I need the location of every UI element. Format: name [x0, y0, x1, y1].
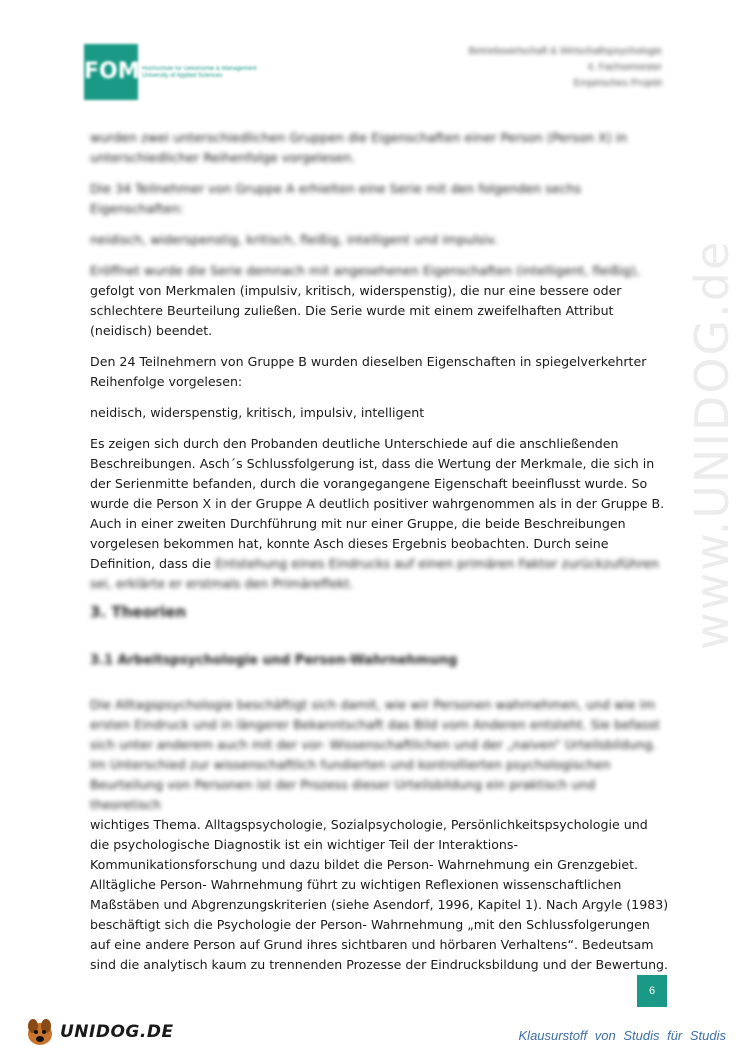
footer-slogan: Klausurstoff von Studis für Studis: [518, 1028, 726, 1043]
paragraph-person-perception-blurred: Die Alltagspsychologie beschäftigt sich damit, wie wir Personen wahrnehmen, und wie im ersten Eindruck und in längerer Bekanntschaft das Bild vom Anderen entsteht. Sie befasst sich unter anderem auch mit der vor- Wissenschaftlichen und der „naiven“ Urteilsbildung. Im Unterschied zur wissenschaftlich fundierten und kontrollierten psychologischen Beurteilung von Personen ist der Prozess dieser Urteilsbildung ein praktisch und theoretisch: [90, 697, 660, 812]
paragraph-list-a: neidisch, widerspenstig, kritisch, fleißig, intelligent und impulsiv.: [90, 232, 498, 247]
paragraph-group-a: Die 34 Teilnehmer von Gruppe A erhielten eine Serie mit den folgenden sechs Eigenschaften:: [90, 181, 582, 216]
page-number: 6: [637, 975, 667, 1007]
body-lower: [90, 695, 670, 986]
fom-logo-subtitle: Hochschule für Oekonomie & Management University of Applied Sciences: [142, 66, 257, 79]
paragraph-list-b: neidisch, widerspenstig, kritisch, impulsiv, intelligent: [90, 405, 425, 420]
paragraph-groups: wurden zwei unterschiedlichen Gruppen die Eigenschaften einer Person (Person X) in unterschiedlicher Reihenfolge vorgelesen.: [90, 130, 628, 165]
header-line-semester: 4. Fachsemester: [587, 62, 662, 73]
paragraph-results-blurred: Entstehung eines Eindrucks auf einen primären Faktor zurückzuführen sei, erklärte er erstmals den Primäreffekt.: [90, 556, 659, 591]
section-heading: 3. Theorien: [90, 603, 187, 621]
unidog-logo: [22, 1014, 172, 1048]
header-line-project: Empirisches Projekt: [573, 78, 662, 89]
fom-logo: FOM: [84, 44, 138, 100]
paragraph-results: [90, 434, 670, 594]
paragraph-person-perception: [90, 695, 670, 975]
paragraph-results-text: Es zeigen sich durch den Probanden deutliche Unterschiede auf die anschließenden Beschreibungen. Asch´s Schlussfolgerung ist, dass die Wertung der Merkmale, die sich in der Serienmitte befanden, durch die vorangegangene Eigenschaft beeinflusst wurde. So wurde die Person X in der Gruppe A deutlich positiver wahrgenommen als in der Gruppe B. Auch in einer zweiten Durchführung mit nur einer Gruppe, die beide Beschreibungen vorgelesen bekommen hat, konnte Asch dieses Ergebnis beobachten. Durch seine Definition, dass die: [90, 436, 665, 571]
body-upper: [90, 128, 670, 605]
header-info: [382, 44, 662, 92]
paragraph-series-blurred: Eröffnet wurde die Serie demnach mit angesehenen Eigenschaften (intelligent, fleißig),: [90, 263, 640, 278]
header-line-program: Betriebswirtschaft & Wirtschaftspsychologie: [468, 46, 662, 57]
watermark-text: www.UNIDOG.de: [685, 239, 739, 650]
paragraph-person-perception-text: wichtiges Thema. Alltagspsychologie, Sozialpsychologie, Persönlichkeitspsychologie und die psychologische Diagnostik ist ein wichtiger Teil der Interaktions- Kommunikationsforschung und dazu bildet die Person- Wahrnehmung ein Grenzgebiet. Alltägliche Person- Wahrnehmung führt zu wichtigen Reflexionen wissenschaftlichen Maßstäben und Abgrenzungskriterien (siehe Asendorf, 1996, Kapitel 1). Nach Argyle (1983) beschäftigt sich die Psychologie der Person- Wahrnehmung „mit den Schlussfolgerungen auf eine andere Person auf Grund ihres sichtbaren und hörbaren Verhaltens“. Bedeutsam sind die analytisch kaum zu trennenden Prozesse der Eindrucksbildung und der Bewertung.: [90, 817, 669, 972]
dog-icon: [22, 1014, 58, 1048]
paragraph-series: [90, 261, 670, 341]
paragraph-series-text: gefolgt von Merkmalen (impulsiv, kritisch, widerspenstig), die nur eine bessere oder schlechtere Beurteilung zuließen. Die Serie wurde mit einem zweifelhaften Attribut (neidisch) beendet.: [90, 283, 622, 338]
unidog-brand: UNIDOG.DE: [60, 1022, 174, 1042]
subsection-heading: 3.1 Arbeitspsychologie und Person-Wahrnehmung: [90, 653, 458, 668]
paragraph-group-b: Den 24 Teilnehmern von Gruppe B wurden dieselben Eigenschaften in spiegelverkehrter Reihenfolge vorgelesen:: [90, 354, 647, 389]
